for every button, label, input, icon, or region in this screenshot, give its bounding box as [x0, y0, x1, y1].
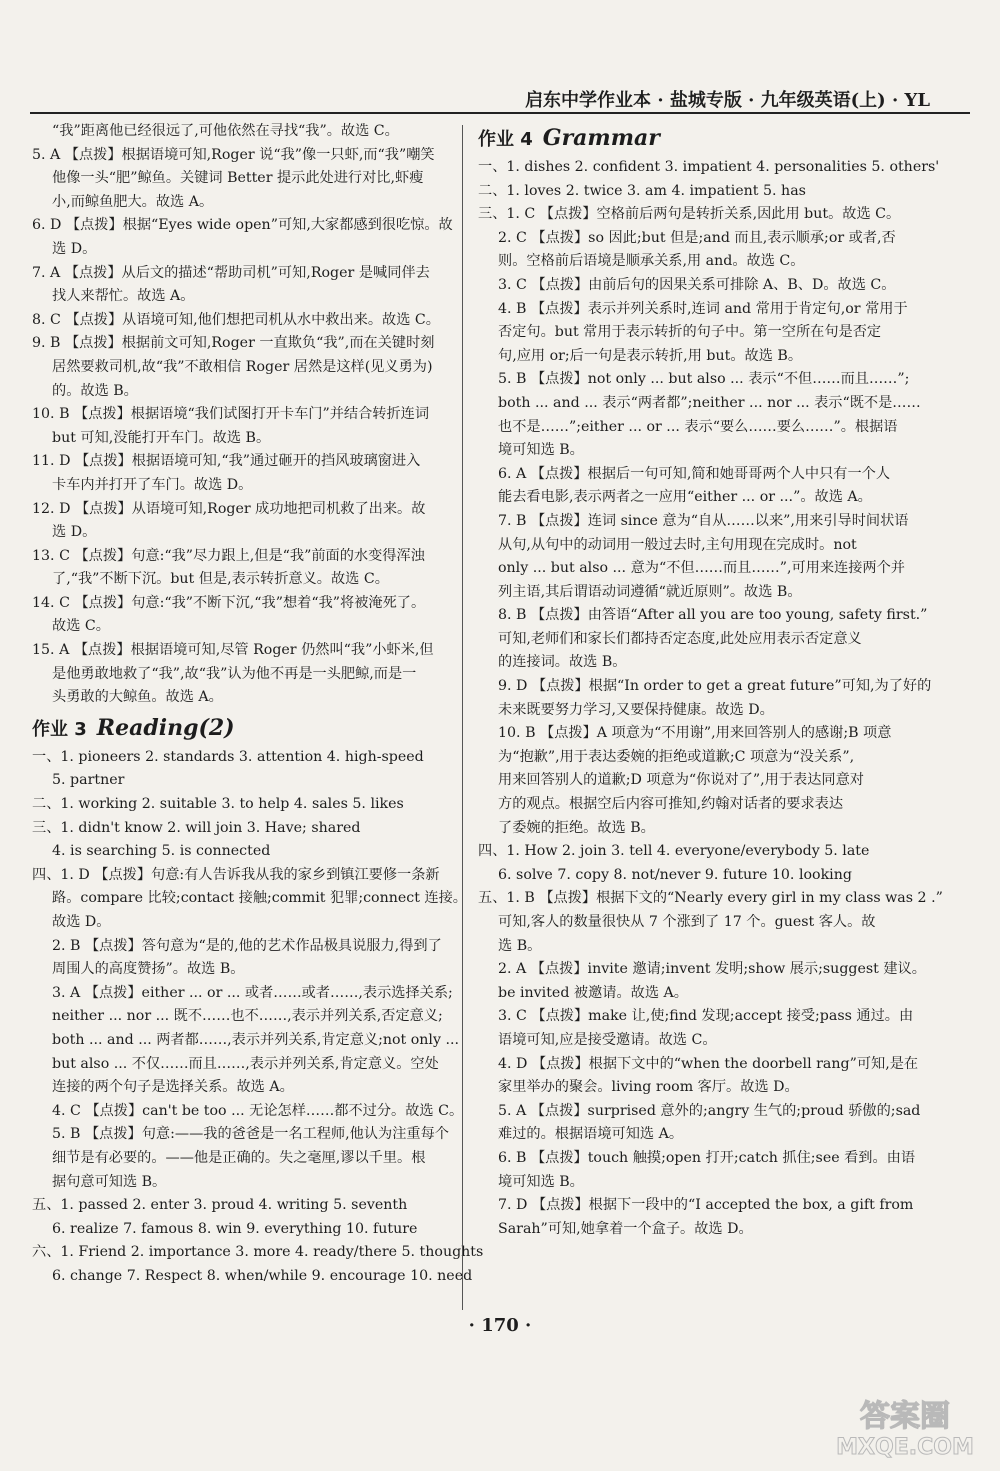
text-line: 小,而鲸鱼肥大。故选 A。 [52, 193, 214, 210]
text-line: 五、1. passed 2. enter 3. proud 4. writing 5. seventh [32, 1197, 408, 1214]
text-line: 11. D 【点拨】根据语境可知,“我”通过砸开的挡风玻璃窗进入 [32, 453, 421, 470]
text-line: 5. B 【点拨】not only ... but also ... 表示“不但……而且……”; [498, 371, 910, 388]
text-line: 三、1. didn't know 2. will join 3. Have; shared [32, 819, 361, 836]
text-line: 用来回答别人的道歉;D 项意为“你说对了”,用于表达同意对 [498, 772, 864, 789]
text-line: 6. D 【点拨】根据“Eyes wide open”可知,大家都感到很吃惊。故 [32, 217, 453, 234]
text-line: 5. A 【点拨】根据语境可知,Roger 说“我”像一只虾,而“我”嘲笑 [32, 146, 435, 163]
text-line: 四、1. D 【点拨】句意:有人告诉我从我的家乡到镇江要修一条新 [32, 866, 440, 883]
text-line: both ... and ... 两者都……,表示并列关系,肯定意义;not only ... [52, 1031, 460, 1048]
text-line: 为“抱歉”,用于表达委婉的拒绝或道歉;C 项意为“没关系”, [498, 748, 855, 765]
watermark-logo [820, 1390, 990, 1460]
text-line: 5. A 【点拨】surprised 意外的;angry 生气的;proud 骄傲的;sad [498, 1102, 921, 1119]
text-line: 8. C 【点拨】从语境可知,他们想把司机从水中救出来。故选 C。 [32, 311, 440, 328]
text-line: be invited 被邀请。故选 A。 [498, 984, 688, 1001]
text-line: 头勇敢的大鲸鱼。故选 A。 [52, 689, 223, 706]
text-line: 4. D 【点拨】根据下文中的“when the doorbell rang”可知,是在 [498, 1055, 919, 1072]
text-line: 9. B 【点拨】根据前文可知,Roger 一直欺负“我”,而在关键时刻 [32, 335, 435, 352]
text-line: 则。空格前后语境是顺承关系,用 and。故选 C。 [498, 253, 805, 270]
text-line: but also ... 不仅……而且……,表示并列关系,肯定意义。空处 [52, 1055, 439, 1072]
running-header: 启东中学作业本 · 盐城专版 · 九年级英语(上) · YL [525, 90, 930, 111]
text-line: 是他勇敢地救了“我”,故“我”认为他不再是一头肥鲸,而是一 [52, 665, 417, 682]
text-line: 找人来帮忙。故选 A。 [52, 288, 195, 305]
text-line: 故选 D。 [52, 914, 111, 930]
text-line: 选 D。 [52, 524, 97, 541]
text-line: 细节是有必要的。——他是正确的。失之毫厘,谬以千里。根 [52, 1149, 426, 1166]
text-line: 一、1. pioneers 2. standards 3. attention 4. high-speed [32, 748, 424, 765]
text-line: 6. solve 7. copy 8. not/never 9. future 10. looking [498, 866, 852, 883]
text-line: 一、1. dishes 2. confident 3. impatient 4. personalities 5. others' [478, 159, 940, 175]
text-line: 2. B 【点拨】答句意为“是的,他的艺术作品极具说服力,得到了 [52, 937, 442, 954]
section-title: Grammar [542, 125, 660, 151]
text-line: 家里举办的聚会。living room 客厅。故选 D。 [498, 1079, 799, 1096]
text-line: 5. partner [52, 772, 125, 789]
text-line: 据句意可知选 B。 [52, 1173, 167, 1190]
watermark-line1: 答案圈 [860, 1399, 950, 1434]
section-label: 作业 3 [32, 718, 87, 740]
text-line: 居然要救司机,故“我”不敢相信 Roger 居然是这样(见义勇为) [52, 358, 433, 375]
text-line: 三、1. C 【点拨】空格前后两句是转折关系,因此用 but。故选 C。 [478, 206, 901, 223]
section-heading [32, 712, 450, 746]
text-line: 3. C 【点拨】由前后句的因果关系可排除 A、B、D。故选 C。 [498, 276, 896, 293]
text-line: Sarah”可知,她拿着一个盒子。故选 D。 [498, 1220, 753, 1237]
text-line: 7. B 【点拨】连词 since 意为“自从……以来”,用来引导时间状语 [498, 512, 909, 529]
text-line: 否定句。but 常用于表示转折的句子中。第一空所在句是否定 [498, 324, 882, 341]
text-line: 四、1. How 2. join 3. tell 4. everyone/everybody 5. late [478, 843, 870, 860]
right-column [478, 120, 943, 1241]
text-line: 选 B。 [498, 937, 542, 954]
text-line: 12. D 【点拨】从语境可知,Roger 成功地把司机救了出来。故 [32, 500, 426, 517]
text-line: 7. A 【点拨】从后文的描述“帮助司机”可知,Roger 是喊同伴去 [32, 264, 430, 281]
text-line: 10. B 【点拨】A 项意为“不用谢”,用来回答别人的感谢;B 项意 [498, 725, 892, 742]
text-line: 故选 C。 [52, 618, 110, 635]
text-line: 周围人的高度赞扬”。故选 B。 [52, 961, 245, 978]
text-line: only ... but also ... 意为“不但……而且……”,可用来连接两个并 [498, 560, 905, 577]
text-line: 7. D 【点拨】根据下一段中的“I accepted the box, a gift from [498, 1197, 914, 1214]
text-line: 未来既要努力学习,又要保持健康。故选 D。 [498, 701, 774, 718]
text-line: 9. D 【点拨】根据“In order to get a great future”可知,为了好的 [498, 678, 932, 695]
text-line: 3. A 【点拨】either ... or ... 或者……或者……,表示选择关系; [52, 984, 453, 1001]
text-line: 4. C 【点拨】can't be too ... 无论怎样……都不过分。故选 C。 [52, 1102, 464, 1119]
section-title: Reading(2) [96, 714, 235, 741]
text-line: 方的观点。根据空后内容可推知,约翰对话者的要求表达 [498, 796, 844, 813]
header-rule [30, 112, 970, 114]
text-line: 语境可知,应是接受邀请。故选 C。 [498, 1031, 717, 1048]
text-line: 卡车内并打开了车门。故选 D。 [52, 476, 253, 493]
text-line: 境可知选 B。 [498, 442, 584, 459]
left-column [32, 120, 484, 1289]
text-line: 境可知选 B。 [498, 1173, 584, 1190]
text-line: 的。故选 B。 [52, 382, 138, 399]
text-line: 二、1. loves 2. twice 3. am 4. impatient 5. has [478, 182, 806, 199]
text-line: both ... and ... 表示“两者都”;neither ... nor ... 表示“既不是…… [498, 394, 921, 411]
watermark-line2: MXQE.COM [836, 1435, 974, 1460]
text-line: 可知,客人的数量很快从 7 个涨到了 17 个。guest 客人。故 [498, 914, 876, 930]
text-line: “我”距离他已经很远了,可他依然在寻找“我”。故选 C。 [52, 123, 399, 139]
text-line: 了委婉的拒绝。故选 B。 [498, 819, 655, 836]
text-line: 选 D。 [52, 240, 97, 257]
section-label: 作业 4 [478, 129, 533, 150]
text-line: 的连接词。故选 B。 [498, 654, 627, 671]
text-line: 3. C 【点拨】make 让,使;find 发现;accept 接受;pass 通过。由 [498, 1008, 914, 1025]
text-line: 6. A 【点拨】根据后一句可知,简和她哥哥两个人中只有一个人 [498, 465, 891, 482]
text-line: 从句,从句中的动词用一般过去时,主句用现在完成时。not [498, 536, 857, 553]
page-number: · 170 · [468, 1315, 532, 1336]
text-line: 6. B 【点拨】touch 触摸;open 打开;catch 抓住;see 看到。由语 [498, 1149, 916, 1166]
text-line: 列主语,其后谓语动词遵循“就近原则”。故选 B。 [498, 583, 802, 600]
text-line: 路。compare 比较;contact 接触;commit 犯罪;connect 连接。 [52, 890, 467, 907]
text-line: 了,“我”不断下沉。but 但是,表示转折意义。故选 C。 [52, 571, 389, 588]
text-line: 13. C 【点拨】句意:“我”尽力跟上,但是“我”前面的水变得浑浊 [32, 547, 425, 564]
text-line: 也不是……”;either ... or ... 表示“要么……要么……”。根据语 [498, 418, 898, 435]
text-line: 句,应用 or;后一句是表示转折,用 but。故选 B。 [498, 347, 803, 364]
text-line: 4. is searching 5. is connected [52, 843, 271, 860]
text-line: 10. B 【点拨】根据语境“我们试图打开卡车门”并结合转折连词 [32, 406, 430, 423]
text-line: 2. C 【点拨】so 因此;but 但是;and 而且,表示顺承;or 或者,否 [498, 229, 896, 246]
section-heading [478, 122, 896, 156]
text-line: 5. B 【点拨】句意:——我的爸爸是一名工程师,他认为注重每个 [52, 1126, 449, 1143]
text-line: but 可知,没能打开车门。故选 B。 [52, 429, 271, 446]
text-line: 难过的。根据语境可知选 A。 [498, 1126, 684, 1143]
text-line: 6. realize 7. famous 8. win 9. everything 10. future [52, 1220, 418, 1237]
text-line: 14. C 【点拨】句意:“我”不断下沉,“我”想着“我”将被淹死了。 [32, 594, 426, 611]
text-line: 五、1. B 【点拨】根据下文的“Nearly every girl in my class was 2 .” [478, 890, 943, 907]
text-line: 能去看电影,表示两者之一应用“either ... or ...”。故选 A。 [498, 489, 872, 506]
text-line: 4. B 【点拨】表示并列关系时,连词 and 常用于肯定句,or 常用于 [498, 300, 908, 317]
text-line: 2. A 【点拨】invite 邀请;invent 发明;show 展示;suggest 建议。 [498, 961, 926, 978]
text-line: 15. A 【点拨】根据语境可知,尽管 Roger 仍然叫“我”小虾米,但 [32, 642, 434, 659]
column-divider [462, 125, 463, 1310]
text-line: neither ... nor ... 既不……也不……,表示并列关系,否定意义; [52, 1008, 443, 1025]
text-line: 他像一头“肥”鲸鱼。关键词 Better 提示此处进行对比,虾瘦 [52, 170, 424, 187]
text-line: 连接的两个句子是选择关系。故选 A。 [52, 1079, 294, 1096]
text-line: 8. B 【点拨】由答语“After all you are too young, safety first.” [498, 607, 928, 624]
text-line: 可知,老师们和家长们都持否定态度,此处应用表示否定意义 [498, 630, 862, 647]
text-line: 6. change 7. Respect 8. when/while 9. encourage 10. need [52, 1267, 473, 1284]
text-line: 二、1. working 2. suitable 3. to help 4. sales 5. likes [32, 796, 404, 813]
text-line: 六、1. Friend 2. importance 3. more 4. ready/there 5. thoughts [32, 1244, 484, 1261]
